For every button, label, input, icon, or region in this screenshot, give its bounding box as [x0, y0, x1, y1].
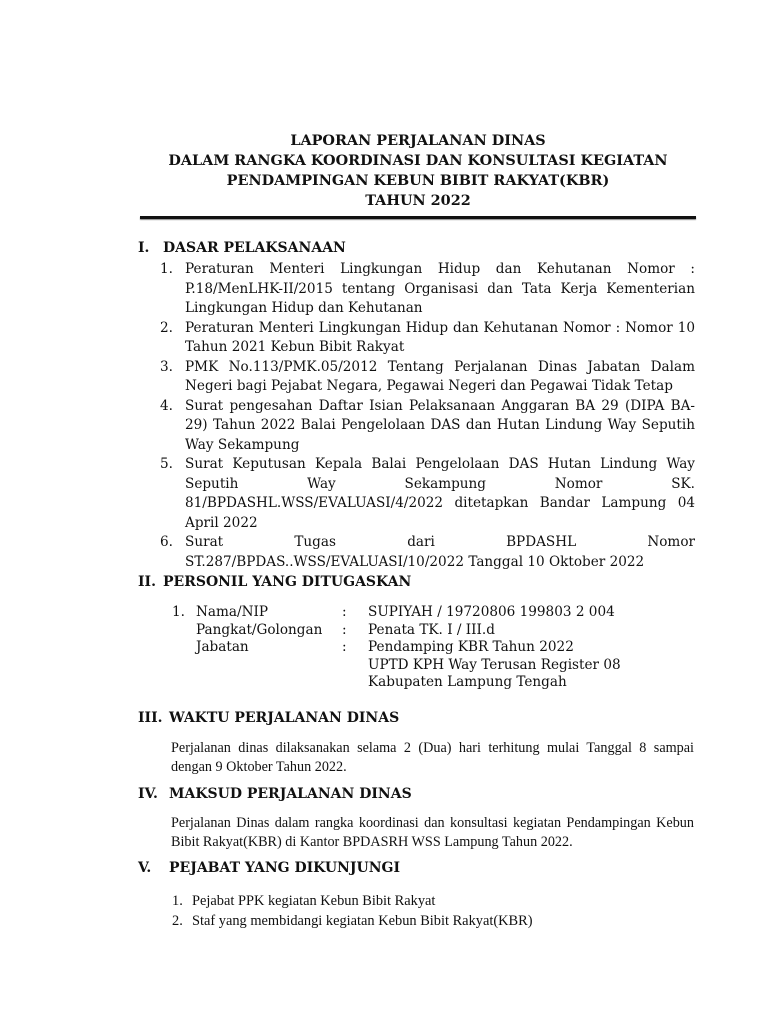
list-item	[160, 533, 695, 572]
section-1-heading	[138, 240, 346, 256]
personnel-row	[172, 657, 621, 675]
list-item-text: Staf yang membidangi kegiatan Kebun Bibit Rakyat(KBR)	[192, 913, 533, 929]
section-4-heading	[138, 786, 412, 802]
list-item	[160, 397, 695, 456]
list-item-text: Surat Keputusan Kepala Balai Pengelolaan DAS Hutan Lindung Way Seputih Way Sekampung Nomor SK. 81/BPDASHL.WSS/EVALUASI/4/2022 ditetapkan Bandar Lampung 04 April 2022	[185, 456, 695, 531]
section-5-heading	[138, 860, 400, 876]
personnel-row	[172, 604, 621, 622]
personnel-value: Penata TK. I / III.d	[368, 621, 495, 638]
list-item-number: 5.	[160, 456, 173, 472]
spacer	[172, 622, 196, 640]
list-item-text: Pejabat PPK kegiatan Kebun Bibit Rakyat	[192, 893, 436, 909]
personnel-colon	[342, 657, 368, 675]
personnel-colon: :	[342, 639, 347, 655]
section-4-title: MAKSUD PERJALANAN DINAS	[169, 786, 412, 802]
section-5-number: V.	[138, 860, 152, 876]
list-item-text: Peraturan Menteri Lingkungan Hidup dan Kehutanan Nomor : P.18/MenLHK-II/2015 tentang Organisasi dan Tata Kerja Kementerian Lingkungan Hidup dan Kehutanan	[185, 261, 695, 316]
section-4-text: Perjalanan Dinas dalam rangka koordinasi dan konsultasi kegiatan Pendampingan Kebun Bibit Rakyat(KBR) di Kantor BPDASRH WSS Lampung Tahun 2022.	[171, 815, 694, 850]
personnel-value: Pendamping KBR Tahun 2022	[368, 639, 574, 655]
personnel-colon	[342, 674, 368, 692]
list-item-text: Peraturan Menteri Lingkungan Hidup dan Kehutanan Nomor : Nomor 10 Tahun 2021 Kebun Bibit Rakyat	[185, 319, 695, 355]
list-item	[160, 358, 695, 397]
spacer	[172, 674, 196, 692]
spacer	[172, 657, 196, 675]
personnel-row	[172, 639, 621, 657]
personnel-label: Jabatan	[196, 639, 249, 655]
title-line-3: PENDAMPINGAN KEBUN BIBIT RAKYAT(KBR)	[226, 172, 610, 189]
list-item-number: 1.	[160, 261, 173, 277]
title-line-4: TAHUN 2022	[365, 192, 471, 209]
personnel-colon: :	[342, 621, 347, 638]
personnel-row	[172, 622, 621, 640]
list-item-number: 2.	[172, 913, 183, 929]
section-4-number: IV.	[138, 786, 158, 802]
personnel-label: Nama/NIP	[196, 604, 268, 620]
list-item-text: Surat pengesahan Daftar Isian Pelaksanaan Anggaran BA 29 (DIPA BA-29) Tahun 2022 Balai Pengelolaan DAS dan Hutan Lindung Way Seputih Way Sekampung	[185, 397, 695, 453]
section-5-list	[172, 891, 692, 931]
list-item	[160, 319, 695, 358]
section-2-heading	[138, 574, 411, 590]
list-item-number: 1.	[172, 893, 183, 909]
list-item	[160, 260, 695, 319]
list-item-number: 6.	[160, 534, 173, 550]
document-title	[140, 131, 696, 211]
section-3-title: WAKTU PERJALANAN DINAS	[169, 710, 400, 726]
personnel-label: Pangkat/Golongan	[196, 621, 323, 638]
personnel-number: 1.	[172, 604, 185, 620]
list-item-number: 3.	[160, 358, 173, 375]
personnel-colon: :	[342, 604, 347, 620]
list-item	[172, 911, 692, 931]
personnel-value: SUPIYAH / 19720806 199803 2 004	[368, 604, 615, 620]
section-5-title: PEJABAT YANG DIKUNJUNGI	[169, 860, 400, 876]
personnel-row	[172, 674, 621, 692]
list-item-text: Surat Tugas dari BPDASHL Nomor ST.287/BPDAS..WSS/EVALUASI/10/2022 Tanggal 10 Oktober 2022	[185, 534, 695, 570]
section-3-heading	[138, 710, 399, 726]
section-1-number: I.	[138, 240, 150, 256]
personnel-value: Kabupaten Lampung Tengah	[368, 674, 567, 690]
spacer	[172, 639, 196, 657]
list-item	[172, 891, 692, 911]
list-item-number: 2.	[160, 319, 173, 336]
title-line-1: LAPORAN PERJALANAN DINAS	[290, 132, 546, 149]
list-item	[160, 455, 695, 533]
section-1-list	[160, 260, 695, 572]
section-1-title: DASAR PELAKSANAAN	[163, 240, 346, 256]
section-3-number: III.	[138, 710, 163, 726]
section-2-number: II.	[138, 574, 156, 590]
title-divider	[140, 216, 696, 219]
personnel-table	[172, 604, 621, 692]
personnel-value: UPTD KPH Way Terusan Register 08	[368, 656, 621, 673]
personnel-label	[196, 657, 342, 675]
title-line-2: DALAM RANGKA KOORDINASI DAN KONSULTASI KEGIATAN	[168, 152, 668, 169]
section-2-title: PERSONIL YANG DITUGASKAN	[163, 574, 412, 590]
list-item-number: 4.	[160, 397, 173, 414]
list-item-text: PMK No.113/PMK.05/2012 Tentang Perjalanan Dinas Jabatan Dalam Negeri bagi Pejabat Negara, Pegawai Negeri dan Pegawai Tidak Tetap	[185, 358, 695, 394]
personnel-label	[196, 674, 342, 692]
section-3-text: Perjalanan dinas dilaksanakan selama 2 (Dua) hari terhitung mulai Tanggal 8 sampai dengan 9 Oktober Tahun 2022.	[171, 740, 694, 775]
